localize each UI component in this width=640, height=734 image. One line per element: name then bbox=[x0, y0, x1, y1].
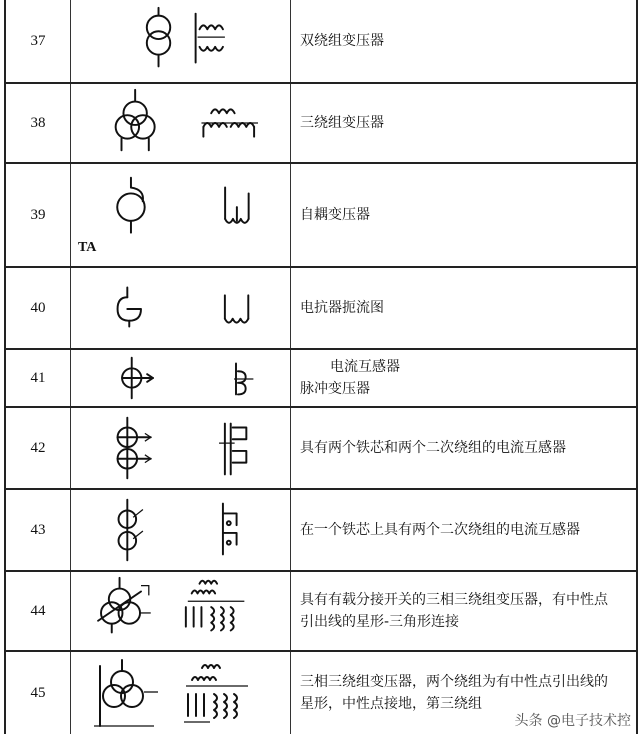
description-line: 具有两个铁芯和两个二次绕组的电流互感器 bbox=[300, 440, 566, 456]
symbol-cell bbox=[70, 84, 291, 162]
watermark: 头条 @电子技术控 bbox=[512, 710, 634, 730]
description-line: 三相三绕组变压器，两个绕组为有中性点引出线的 bbox=[300, 674, 608, 690]
single-core-dual-secondary-ct-symbol bbox=[70, 490, 290, 570]
description-cell bbox=[290, 350, 636, 406]
symbol-cell bbox=[70, 408, 291, 488]
table-row bbox=[6, 408, 636, 490]
description-line: 双绕组变压器 bbox=[300, 33, 384, 49]
description-cell bbox=[290, 164, 636, 266]
current-transformer-symbol bbox=[70, 350, 290, 406]
description-cell bbox=[290, 572, 636, 650]
row-number: 41 bbox=[6, 350, 71, 406]
description-line: 自耦变压器 bbox=[300, 207, 370, 223]
symbol-cell bbox=[70, 0, 291, 82]
row-number: 42 bbox=[6, 408, 71, 488]
description-cell bbox=[290, 408, 636, 488]
table-row bbox=[6, 350, 636, 408]
description-line: 引出线的星形-三角形连接 bbox=[300, 614, 460, 630]
reactor-symbol bbox=[70, 268, 290, 348]
description-line: 在一个铁芯上具有两个二次绕组的电流互感器 bbox=[300, 522, 580, 538]
description-cell bbox=[290, 268, 636, 348]
symbol-label: TA bbox=[78, 240, 97, 255]
row-number: 37 bbox=[6, 0, 71, 82]
symbol-cell bbox=[70, 164, 291, 266]
autotransformer-symbol bbox=[70, 164, 290, 266]
symbol-table bbox=[4, 0, 638, 734]
row-number: 40 bbox=[6, 268, 71, 348]
description-line: 三绕组变压器 bbox=[300, 115, 384, 131]
description-line: 电抗器扼流图 bbox=[300, 300, 384, 316]
description-line: 星形，中性点接地，第三绕组 bbox=[300, 696, 482, 712]
table-row bbox=[6, 490, 636, 572]
table-row bbox=[6, 572, 636, 652]
row-number: 45 bbox=[6, 652, 71, 734]
symbol-cell bbox=[70, 490, 291, 570]
description-cell bbox=[290, 490, 636, 570]
description-cell bbox=[290, 84, 636, 162]
description-cell bbox=[290, 0, 636, 82]
symbol-cell bbox=[70, 268, 291, 348]
symbol-cell bbox=[70, 350, 291, 406]
dual-core-current-transformer-symbol bbox=[70, 408, 290, 488]
row-number: 39 bbox=[6, 164, 71, 266]
table-row bbox=[6, 164, 636, 268]
row-number: 43 bbox=[6, 490, 71, 570]
description-line: 具有有载分接开关的三相三绕组变压器，有中性点 bbox=[300, 592, 608, 608]
table-row bbox=[6, 84, 636, 164]
three-winding-transformer-symbol bbox=[70, 84, 290, 162]
three-phase-on-load-tap-transformer-symbol bbox=[70, 572, 290, 650]
description-line: 脉冲变压器 bbox=[300, 381, 370, 397]
row-number: 38 bbox=[6, 84, 71, 162]
three-phase-grounded-star-transformer-symbol bbox=[70, 652, 290, 734]
table-row bbox=[6, 0, 636, 84]
symbol-cell bbox=[70, 652, 291, 734]
description-line: 电流互感器 bbox=[330, 359, 400, 375]
table-row bbox=[6, 268, 636, 350]
symbol-cell bbox=[70, 572, 291, 650]
two-winding-transformer-symbol bbox=[70, 0, 290, 82]
row-number: 44 bbox=[6, 572, 71, 650]
